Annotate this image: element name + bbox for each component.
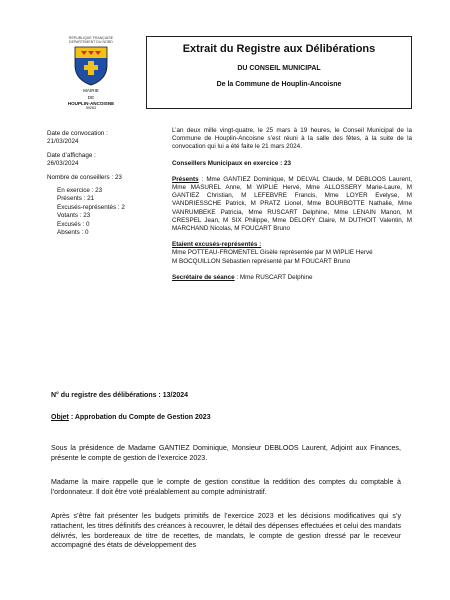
logo-de: DE (87, 95, 95, 101)
objet-line (51, 414, 211, 421)
convocation-value: 21/03/2024 (47, 138, 79, 146)
coat-of-arms-icon (74, 46, 108, 86)
presents-paragraph (172, 176, 412, 233)
convocation-label: Date de convocation : (47, 130, 108, 137)
body-paragraph: Après s’être fait présenter les budgets primitifs de l’exercice 2023 et les décisions modificatives qui s’y rattachent, les titres définitifs des créances à recouvrer, le détail des dépenses effectuées et celui des mandats délivrés, les bordereaux de titre de recettes, de mandats, le compte de gestion dressé par le receveur accompagné des états de développement des (51, 512, 401, 550)
objet-label: Objet (51, 414, 69, 421)
title-box (146, 36, 412, 109)
affichage-value: 26/03/2024 (47, 160, 79, 168)
absents-count: Absents : 0 (57, 229, 89, 237)
secretaire-paragraph (172, 274, 412, 282)
presents-count: Présents : 21 (57, 195, 95, 203)
registre-number: N° du registre des délibérations : 13/2024 (51, 392, 189, 399)
session-intro: L’an deux mille vingt-quatre, le 25 mars à 19 heures, le Conseil Municipal de la Commune de Houplin-Ancoisne s’est réuni à la salle des fêtes, à la suite de la convocation qui lui a été faite le 21 mars 2024. (172, 127, 412, 151)
document-commune: De la Commune de Houplin-Ancoisne (216, 81, 342, 88)
excuses-representes-count: Excusés-représentés : 2 (57, 203, 125, 211)
affichage-label: Date d’affichage : (47, 151, 96, 159)
excuses-count: Excusés : 0 (57, 220, 90, 228)
logo-code-postal: 59263 (86, 106, 96, 111)
document-title: Extrait du Registre aux Délibérations (182, 43, 376, 55)
logo-mairie: MAIRIE (83, 88, 99, 93)
body-paragraph: Madame la maire rappelle que le compte de gestion constitue la reddition des comptes du comptable à l’ordonnateur. Il doit être voté préalablement au compte administratif. (51, 478, 401, 496)
logo-republique: REPUBLIQUE FRANÇAISE (68, 36, 114, 40)
presents-list: : Mme GANTIEZ Dominique, M DELVAL Claude, M DEBLOOS Laurent, Mme MASUREL Anne, M WIPLIE Hervé, Mme ALLOSSERY Marie-Laure, M GANTIEZ Christian, M LEFEBVRE Francis, Mme LOYER Evelyse, M VANDRIESSCHE Patrick, M PRATZ Lionel, Mme BOURBOTTE Nathalie, Mme VANRUMBEKE Patricia, Mme RUSCART Delphine, Mme LENAIN Manon, M CRESPEL Jean, M SIX Philippe, Mme DELORY Claire, M DUTHOIT Valentin, M MARCHAND Nicolas, M FOUCART Bruno (172, 175, 412, 233)
excuses-label: Etaient excusés-représentés : (172, 241, 262, 249)
votants-count: Votants : 23 (57, 212, 91, 220)
presents-label: Présents (172, 175, 199, 183)
secretaire-label: Secrétaire de séance (172, 273, 235, 281)
nb-conseillers: Nombre de conseillers : 23 (47, 173, 122, 181)
logo-commune: HOUPLIN-ANCOISNE (67, 100, 115, 106)
meta-column (47, 130, 165, 237)
en-exercice: En exercice : 23 (57, 187, 103, 195)
objet-text: : Approbation du Compte de Gestion 2023 (68, 414, 211, 421)
conseillers-en-exercice: Conseillers Municipaux en exercice : 23 (172, 159, 291, 167)
secretaire-name: : Mme RUSCART Delphine (234, 273, 313, 281)
excuse-entry: Mme POTTEAU-FROMENTEL Gisèle représentée par M WIPLIE Hervé (172, 249, 373, 257)
commune-logo (55, 36, 127, 111)
session-details (172, 127, 412, 282)
excuse-entry: M BOCQUILLON Sébastien représenté par M FOUCART Bruno (172, 257, 351, 265)
document-subtitle: DU CONSEIL MUNICIPAL (237, 65, 321, 72)
body-paragraph: Sous la présidence de Madame GANTIEZ Dominique, Monsieur DEBLOOS Laurent, Adjoint aux Finances, présente le compte de gestion de l’exercice 2023. (51, 444, 401, 462)
logo-departement: DEPARTEMENT DU NORD (69, 40, 113, 44)
